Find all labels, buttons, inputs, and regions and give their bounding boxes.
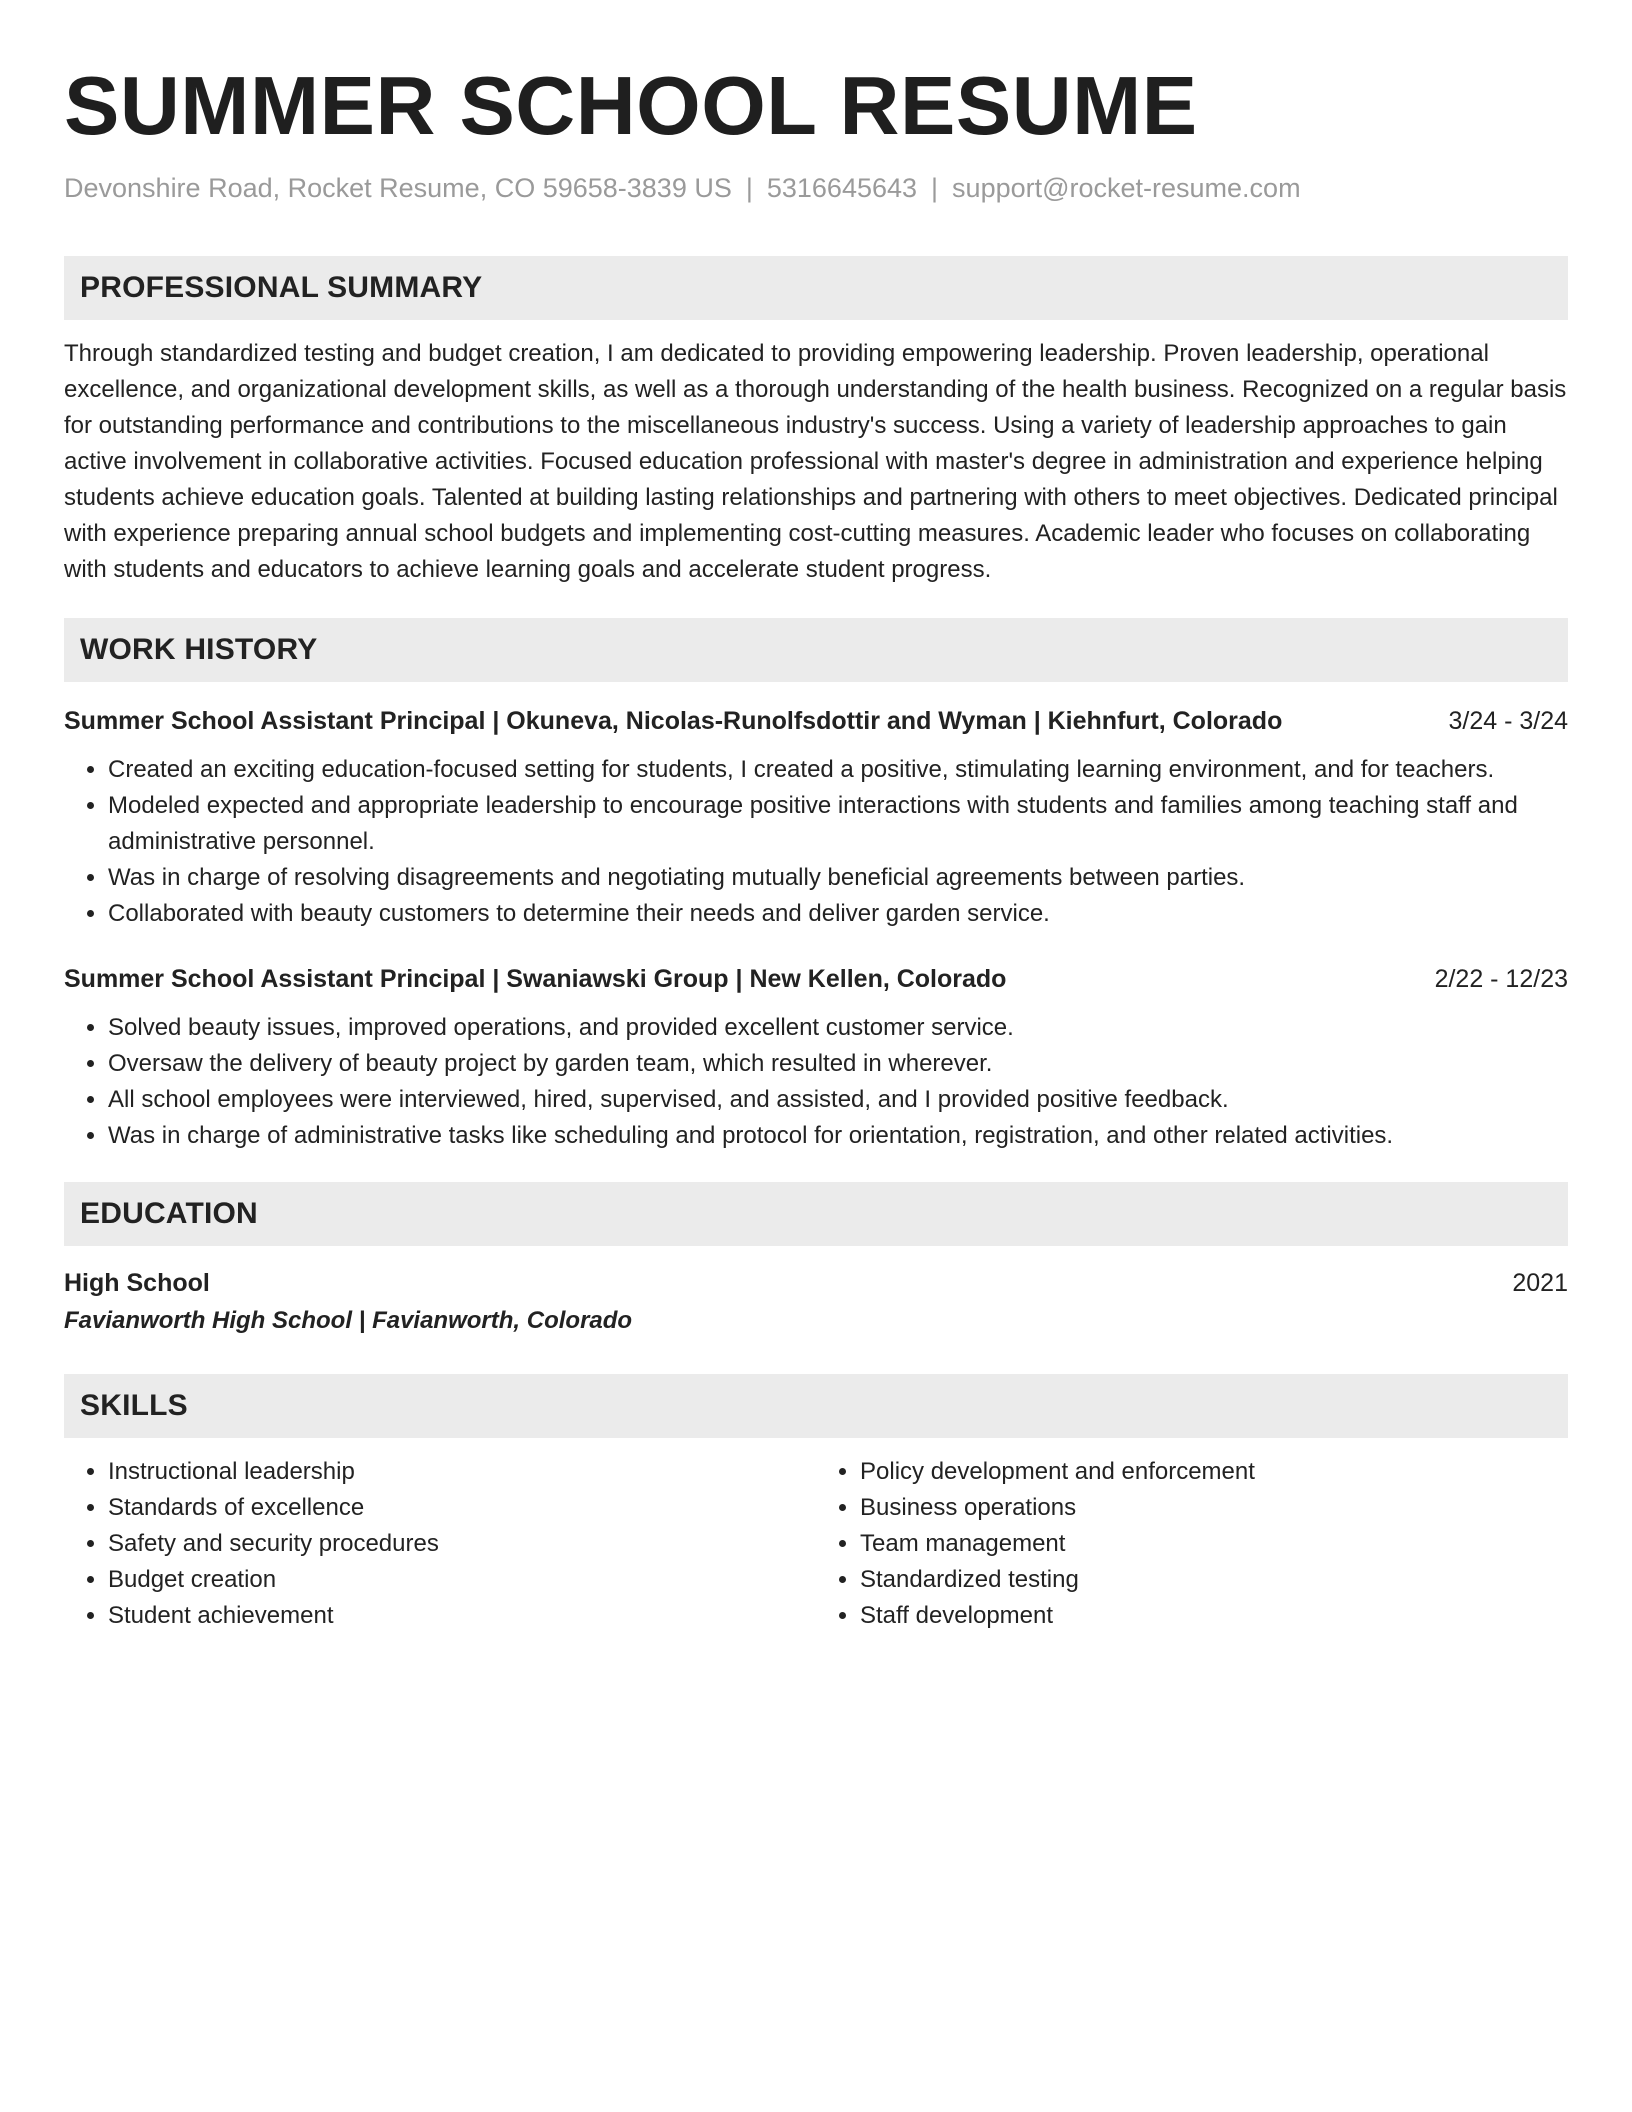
job-bullet: • Collaborated with beauty customers to determine their needs and deliver garden service. — [108, 896, 1568, 932]
skill-item: • Staff development — [860, 1598, 1568, 1634]
contact-line — [64, 170, 1568, 206]
job-header — [64, 960, 1568, 998]
summary-text: Through standardized testing and budget creation, I am dedicated to providing empowering leadership. Proven leadership, operational excellence, and organizational development skills, as well as a thorough understanding of the health business. Recognized on a regular basis for outstanding performance and contributions to the miscellaneous industry's success. Using a variety of leadership approaches to gain active involvement in collaborative activities. Focused education professional with master's degree in administration and experience helping students achieve education goals. Talented at building lasting relationships and partnering with others to meet objectives. Dedicated principal with experience preparing annual school budgets and implementing cost-cutting measures. Academic leader who focuses on collaborating with students and educators to achieve learning goals and accelerate student progress. — [64, 340, 1567, 583]
skill-item: • Standardized testing — [860, 1562, 1568, 1598]
job-bullet: • All school employees were interviewed, hired, supervised, and assisted, and I provided positive feedback. — [108, 1082, 1568, 1118]
job-bullet: • Was in charge of administrative tasks like scheduling and protocol for orientation, registration, and other related activities. — [108, 1118, 1568, 1154]
job-bullet: • Modeled expected and appropriate leadership to encourage positive interactions with students and families among teaching staff and administrative personnel. — [108, 788, 1568, 860]
skill-item: • Safety and security procedures — [108, 1526, 816, 1562]
education-entry — [64, 1264, 1568, 1340]
job-entry — [64, 960, 1568, 1154]
job-bullet-list — [64, 1010, 1568, 1154]
skill-item: • Business operations — [860, 1490, 1568, 1526]
skill-item: • Student achievement — [108, 1598, 816, 1634]
job-title: Summer School Assistant Principal | Okuneva, Nicolas-Runolfsdottir and Wyman | Kiehnfurt, Colorado — [64, 707, 1283, 735]
education-year: 2021 — [1512, 1269, 1568, 1297]
section-header-education: EDUCATION — [64, 1182, 1568, 1246]
skill-item: • Team management — [860, 1526, 1568, 1562]
education-school: Favianworth High School | Favianworth, Colorado — [64, 1307, 633, 1334]
skill-item: • Budget creation — [108, 1562, 816, 1598]
job-bullet: • Created an exciting education-focused setting for students, I created a positive, stimulating learning environment, and for teachers. — [108, 752, 1568, 788]
skills-list-left — [64, 1454, 816, 1634]
job-title: Summer School Assistant Principal | Swaniawski Group | New Kellen, Colorado — [64, 965, 1007, 993]
contact-separator: | — [931, 173, 939, 203]
contact-address: Devonshire Road, Rocket Resume, CO 59658-3839 US — [64, 173, 732, 203]
job-bullet: • Solved beauty issues, improved operations, and provided excellent customer service. — [108, 1010, 1568, 1046]
job-dates: 2/22 - 12/23 — [1434, 965, 1568, 993]
job-dates: 3/24 - 3/24 — [1448, 707, 1568, 735]
skill-item: • Standards of excellence — [108, 1490, 816, 1526]
job-bullet: • Was in charge of resolving disagreements and negotiating mutually beneficial agreements between parties. — [108, 860, 1568, 896]
skill-item: • Instructional leadership — [108, 1454, 816, 1490]
education-degree: High School — [64, 1269, 210, 1297]
contact-email: support@rocket-resume.com — [952, 173, 1301, 203]
job-header — [64, 702, 1568, 740]
job-bullet-list — [64, 752, 1568, 932]
section-header-skills: SKILLS — [64, 1374, 1568, 1438]
section-header-work-history: WORK HISTORY — [64, 618, 1568, 682]
contact-phone: 5316645643 — [766, 173, 918, 203]
job-entry — [64, 702, 1568, 932]
skills-list-right — [816, 1454, 1568, 1634]
contact-separator: | — [745, 173, 753, 203]
resume-name: SUMMER SCHOOL RESUME — [64, 59, 1198, 152]
job-bullet: • Oversaw the delivery of beauty project by garden team, which resulted in wherever. — [108, 1046, 1568, 1082]
education-header — [64, 1264, 1568, 1302]
skill-item: • Policy development and enforcement — [860, 1454, 1568, 1490]
skills-columns — [64, 1454, 1568, 1634]
section-header-summary: PROFESSIONAL SUMMARY — [64, 256, 1568, 320]
